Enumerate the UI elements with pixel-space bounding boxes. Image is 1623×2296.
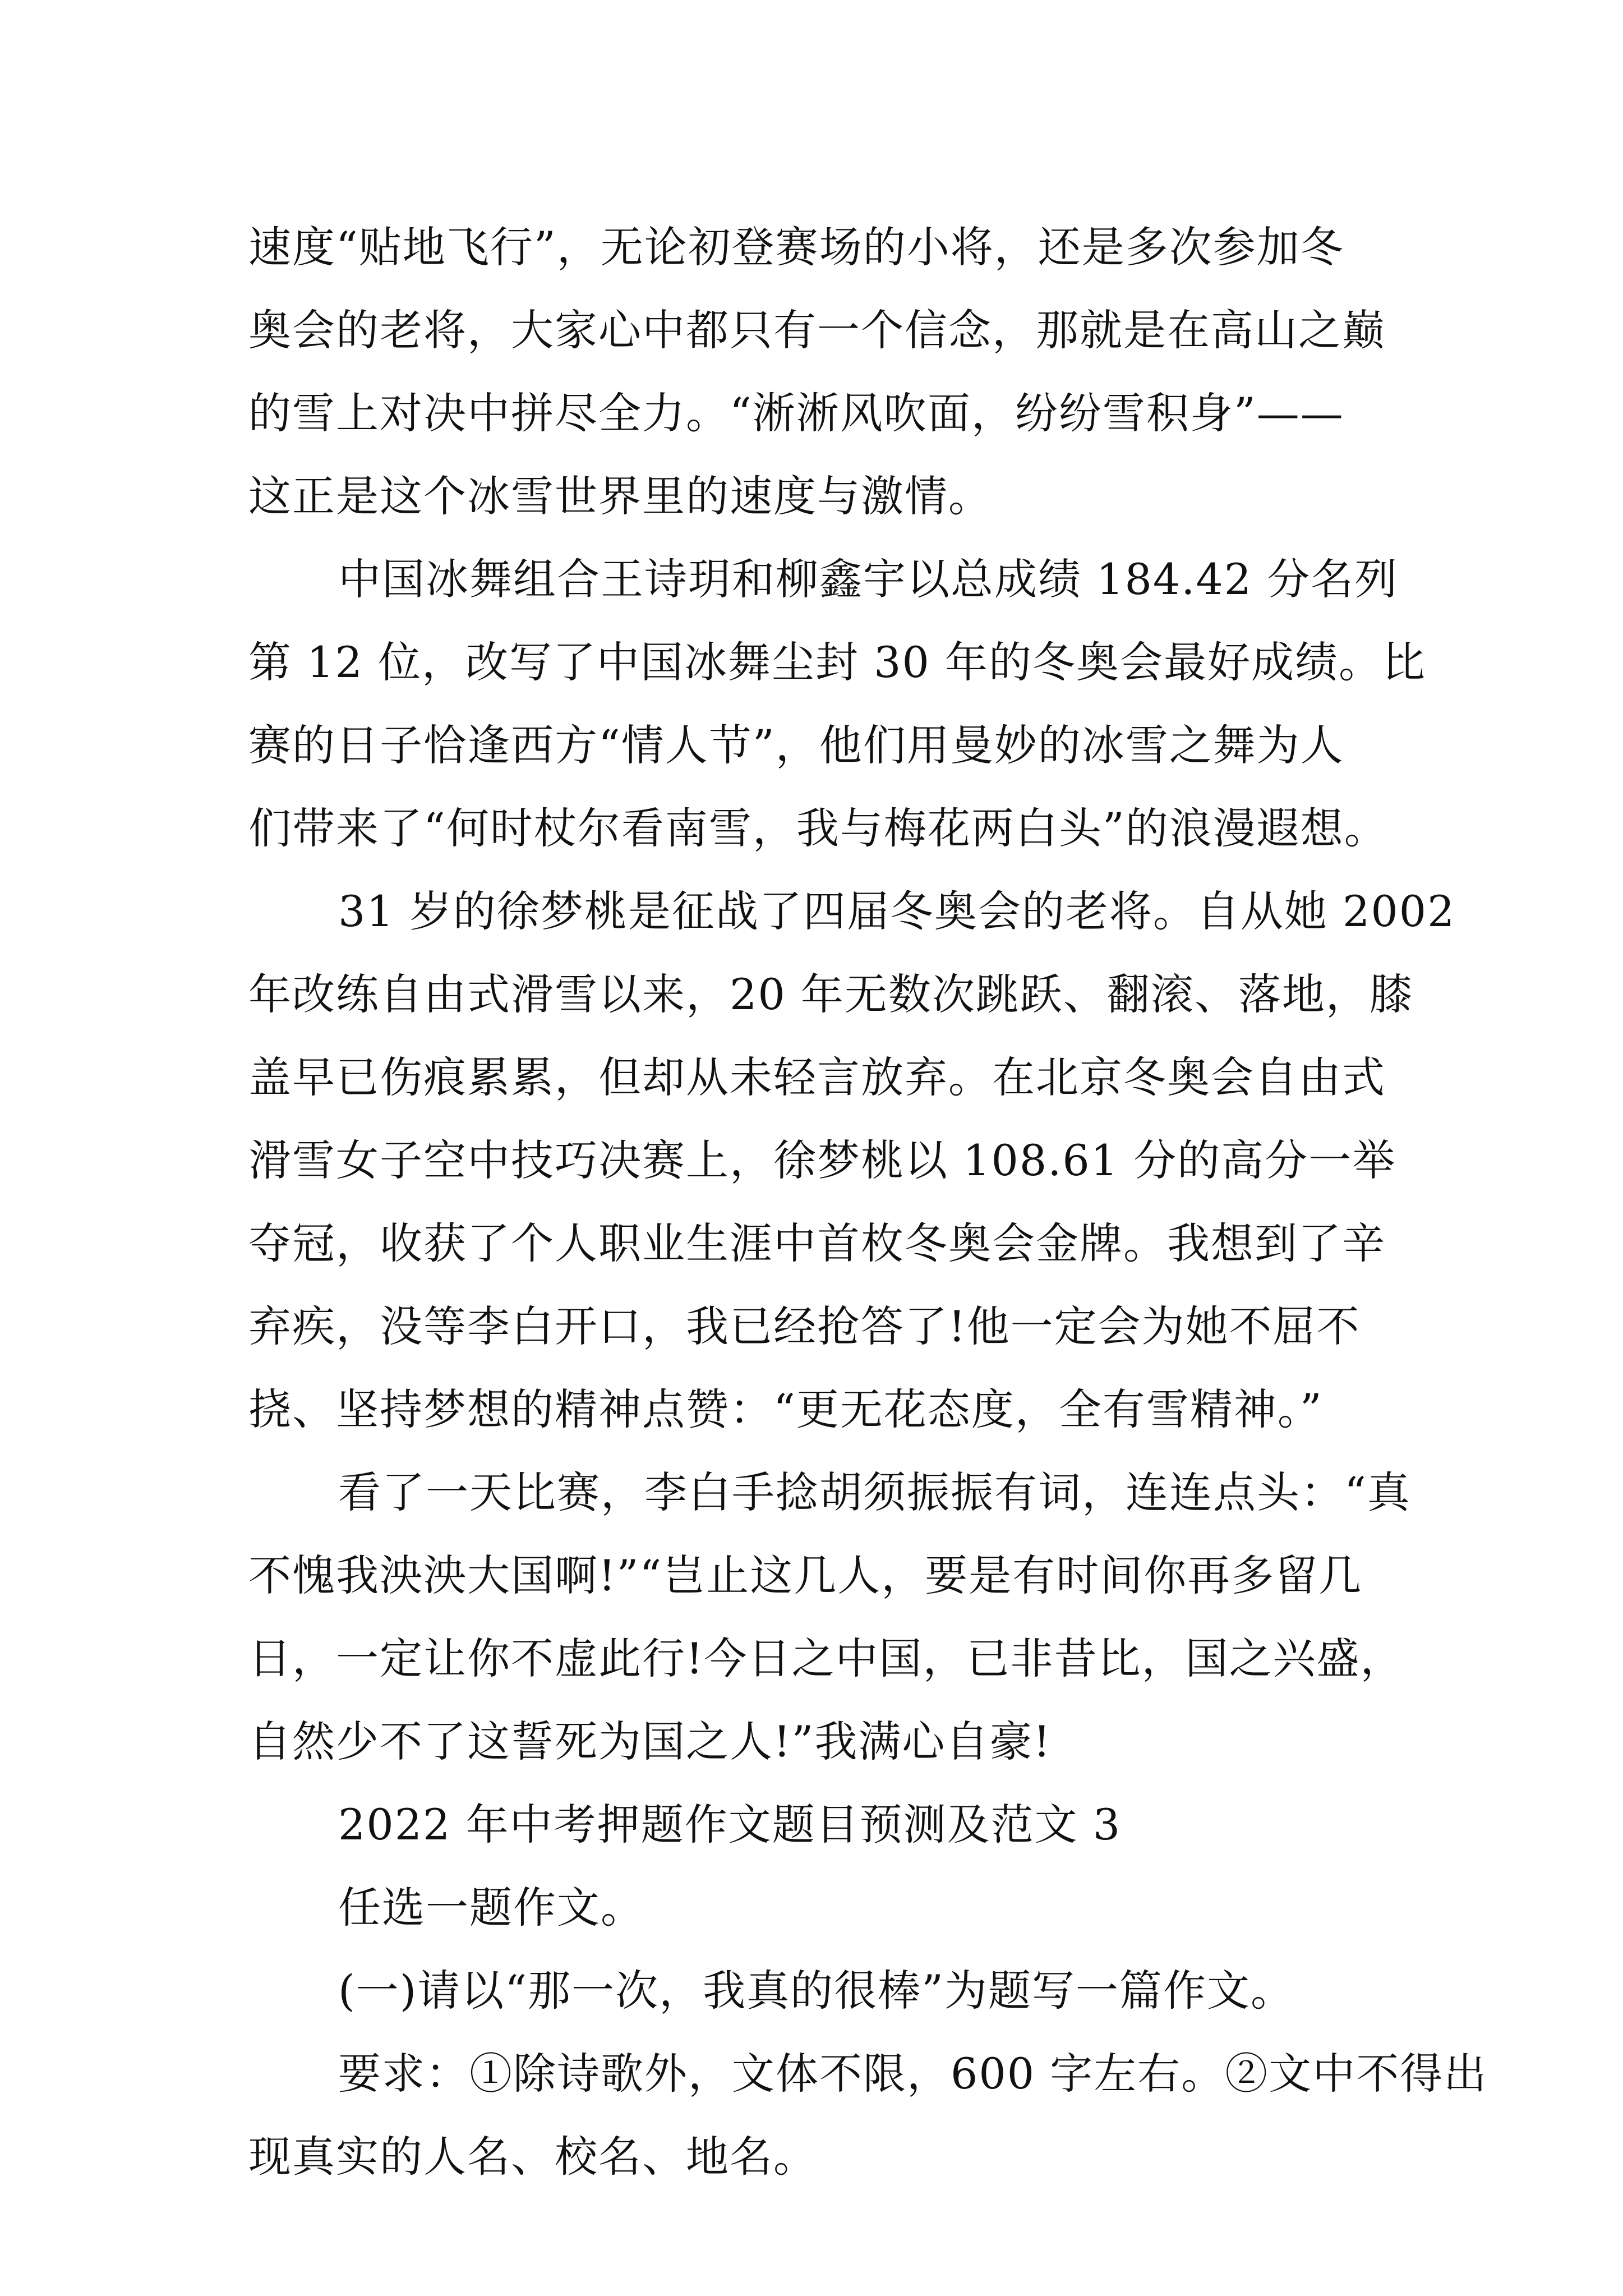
text-line: 们带来了“何时杖尔看南雪，我与梅花两白头”的浪漫遐想。 bbox=[248, 803, 1388, 853]
prompt-line: (一)请以“那一次，我真的很棒”为题写一篇作文。 bbox=[338, 1966, 1295, 2016]
text-line: 挠、坚持梦想的精神点赞：“更无花态度，全有雪精神。” bbox=[248, 1384, 1323, 1434]
paragraph-first-line: 中国冰舞组合王诗玥和柳鑫宇以总成绩 184.42 分名列 bbox=[338, 554, 1399, 604]
text-line: 速度“贴地飞行”，无论初登赛场的小将，还是多次参加冬 bbox=[248, 222, 1344, 272]
text-line: 奥会的老将，大家心中都只有一个信念，那就是在高山之巅 bbox=[248, 305, 1386, 355]
text-line: 自然少不了这誓死为国之人!”我满心自豪! bbox=[248, 1717, 1052, 1766]
section-heading: 2022 年中考押题作文题目预测及范文 3 bbox=[338, 1800, 1122, 1849]
body-text bbox=[248, 206, 1488, 2198]
text-line: 赛的日子恰逢西方“情人节”，他们用曼妙的冰雪之舞为人 bbox=[248, 720, 1344, 770]
text-line: 盖早已伤痕累累，但却从未轻言放弃。在北京冬奥会自由式 bbox=[248, 1052, 1386, 1102]
text-line: 日，一定让你不虚此行!今日之中国，已非昔比，国之兴盛， bbox=[248, 1634, 1404, 1683]
paragraph-first-line: 看了一天比赛，李白手捻胡须振振有词，连连点头：“真 bbox=[338, 1467, 1411, 1517]
requirements-line: 要求：①除诗歌外，文体不限，600 字左右。②文中不得出 bbox=[338, 2049, 1488, 2099]
text-line: 第 12 位，改写了中国冰舞尘封 30 年的冬奥会最好成绩。比 bbox=[248, 637, 1427, 687]
instruction-line: 任选一题作文。 bbox=[338, 1883, 644, 1932]
text-line: 滑雪女子空中技巧决赛上，徐梦桃以 108.61 分的高分一举 bbox=[248, 1135, 1396, 1185]
text-line: 的雪上对决中拼尽全力。“淅淅风吹面，纷纷雪积身”—— bbox=[248, 388, 1344, 438]
paragraph-first-line: 31 岁的徐梦桃是征战了四届冬奥会的老将。自从她 2002 bbox=[338, 886, 1456, 936]
text-line: 弃疾，没等李白开口，我已经抢答了!他一定会为她不屈不 bbox=[248, 1301, 1361, 1351]
text-line: 年改练自由式滑雪以来，20 年无数次跳跃、翻滚、落地，膝 bbox=[248, 969, 1413, 1019]
text-line: 不愧我泱泱大国啊!”“岂止这几人，要是有时间你再多留几 bbox=[248, 1550, 1363, 1600]
text-line: 现真实的人名、校名、地名。 bbox=[248, 2132, 817, 2182]
text-line: 夺冠，收获了个人职业生涯中首枚冬奥会金牌。我想到了辛 bbox=[248, 1218, 1386, 1268]
text-line: 这正是这个冰雪世界里的速度与激情。 bbox=[248, 471, 992, 521]
